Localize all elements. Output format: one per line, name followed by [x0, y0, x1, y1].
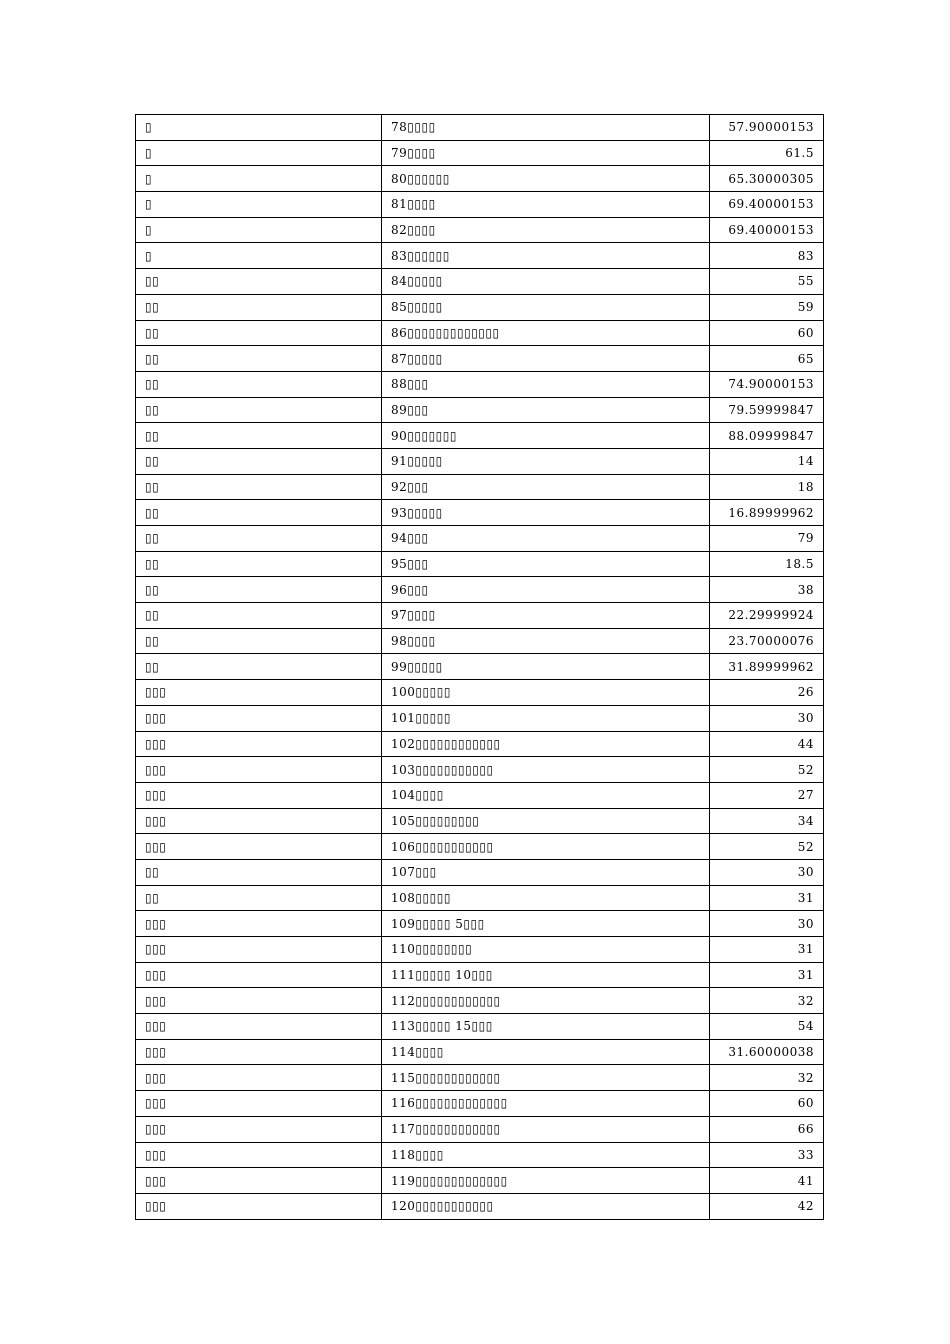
table-row [136, 371, 824, 397]
category-cell: ▯▯ [136, 859, 382, 885]
value-cell: 18.5 [710, 551, 824, 577]
table-row [136, 217, 824, 243]
value-cell: 33 [710, 1142, 824, 1168]
table-row [136, 500, 824, 526]
table-row [136, 1014, 824, 1040]
table-row [136, 1142, 824, 1168]
value-cell: 32 [710, 1065, 824, 1091]
item-cell: 81▯▯▯▯ [382, 192, 710, 218]
value-cell: 52 [710, 757, 824, 783]
value-cell: 14 [710, 448, 824, 474]
table-row [136, 1039, 824, 1065]
value-cell: 32 [710, 988, 824, 1014]
table-row [136, 320, 824, 346]
category-cell: ▯▯▯ [136, 782, 382, 808]
category-cell: ▯▯ [136, 371, 382, 397]
category-cell: ▯ [136, 217, 382, 243]
value-cell: 16.89999962 [710, 500, 824, 526]
category-cell: ▯▯ [136, 603, 382, 629]
category-cell: ▯▯▯ [136, 731, 382, 757]
category-cell: ▯▯▯ [136, 988, 382, 1014]
item-cell: 110▯▯▯▯▯▯▯▯ [382, 937, 710, 963]
item-cell: 115▯▯▯▯▯▯▯▯▯▯▯▯ [382, 1065, 710, 1091]
category-cell: ▯▯▯ [136, 1116, 382, 1142]
category-cell: ▯ [136, 166, 382, 192]
item-cell: 97▯▯▯▯ [382, 603, 710, 629]
table-row [136, 474, 824, 500]
table-row [136, 269, 824, 295]
table-row [136, 526, 824, 552]
category-cell: ▯▯▯ [136, 705, 382, 731]
category-cell: ▯▯▯ [136, 1142, 382, 1168]
item-cell: 92▯▯▯ [382, 474, 710, 500]
item-cell: 87▯▯▯▯▯ [382, 346, 710, 372]
table-row [136, 654, 824, 680]
category-cell: ▯▯▯ [136, 1193, 382, 1219]
value-cell: 31 [710, 937, 824, 963]
value-cell: 42 [710, 1193, 824, 1219]
table-row [136, 962, 824, 988]
item-cell: 93▯▯▯▯▯ [382, 500, 710, 526]
item-cell: 120▯▯▯▯▯▯▯▯▯▯▯ [382, 1193, 710, 1219]
item-cell: 116▯▯▯▯▯▯▯▯▯▯▯▯▯ [382, 1091, 710, 1117]
item-cell: 99▯▯▯▯▯ [382, 654, 710, 680]
value-cell: 30 [710, 859, 824, 885]
category-cell: ▯▯▯ [136, 757, 382, 783]
category-cell: ▯▯▯ [136, 962, 382, 988]
table-row [136, 551, 824, 577]
value-cell: 41 [710, 1168, 824, 1194]
item-cell: 112▯▯▯▯▯▯▯▯▯▯▯▯ [382, 988, 710, 1014]
item-cell: 96▯▯▯ [382, 577, 710, 603]
table-row [136, 834, 824, 860]
category-cell: ▯▯▯ [136, 1091, 382, 1117]
item-cell: 85▯▯▯▯▯ [382, 294, 710, 320]
table-row [136, 859, 824, 885]
value-cell: 59 [710, 294, 824, 320]
item-cell: 119▯▯▯▯▯▯▯▯▯▯▯▯▯ [382, 1168, 710, 1194]
value-cell: 27 [710, 782, 824, 808]
value-cell: 18 [710, 474, 824, 500]
value-cell: 31 [710, 885, 824, 911]
category-cell: ▯▯▯ [136, 937, 382, 963]
table-row [136, 166, 824, 192]
table-row [136, 988, 824, 1014]
item-cell: 80▯▯▯▯▯▯ [382, 166, 710, 192]
table-row [136, 243, 824, 269]
table-row [136, 885, 824, 911]
item-cell: 113▯▯▯▯▯ 15▯▯▯ [382, 1014, 710, 1040]
item-cell: 105▯▯▯▯▯▯▯▯▯ [382, 808, 710, 834]
value-cell: 31.60000038 [710, 1039, 824, 1065]
item-cell: 90▯▯▯▯▯▯▯ [382, 423, 710, 449]
category-cell: ▯▯ [136, 448, 382, 474]
category-cell: ▯▯▯ [136, 834, 382, 860]
category-cell: ▯▯ [136, 294, 382, 320]
item-cell: 118▯▯▯▯ [382, 1142, 710, 1168]
category-cell: ▯▯▯ [136, 1065, 382, 1091]
data-table [135, 114, 824, 1220]
value-cell: 60 [710, 1091, 824, 1117]
category-cell: ▯ [136, 115, 382, 141]
table-row [136, 140, 824, 166]
item-cell: 88▯▯▯ [382, 371, 710, 397]
table-body [136, 115, 824, 1220]
table-row [136, 757, 824, 783]
value-cell: 31 [710, 962, 824, 988]
category-cell: ▯▯▯ [136, 808, 382, 834]
item-cell: 84▯▯▯▯▯ [382, 269, 710, 295]
category-cell: ▯▯ [136, 269, 382, 295]
item-cell: 89▯▯▯ [382, 397, 710, 423]
category-cell: ▯▯ [136, 628, 382, 654]
item-cell: 114▯▯▯▯ [382, 1039, 710, 1065]
item-cell: 86▯▯▯▯▯▯▯▯▯▯▯▯▯ [382, 320, 710, 346]
item-cell: 83▯▯▯▯▯▯ [382, 243, 710, 269]
table-row [136, 1116, 824, 1142]
item-cell: 94▯▯▯ [382, 526, 710, 552]
table-row [136, 397, 824, 423]
category-cell: ▯▯ [136, 654, 382, 680]
table-row [136, 782, 824, 808]
item-cell: 79▯▯▯▯ [382, 140, 710, 166]
value-cell: 69.40000153 [710, 192, 824, 218]
table-row [136, 705, 824, 731]
value-cell: 88.09999847 [710, 423, 824, 449]
item-cell: 101▯▯▯▯▯ [382, 705, 710, 731]
item-cell: 103▯▯▯▯▯▯▯▯▯▯▯ [382, 757, 710, 783]
item-cell: 102▯▯▯▯▯▯▯▯▯▯▯▯ [382, 731, 710, 757]
table-row [136, 346, 824, 372]
value-cell: 22.29999924 [710, 603, 824, 629]
table-row [136, 808, 824, 834]
category-cell: ▯▯▯ [136, 1014, 382, 1040]
category-cell: ▯▯▯ [136, 680, 382, 706]
value-cell: 30 [710, 705, 824, 731]
value-cell: 52 [710, 834, 824, 860]
category-cell: ▯▯ [136, 500, 382, 526]
table-row [136, 911, 824, 937]
category-cell: ▯▯ [136, 346, 382, 372]
item-cell: 117▯▯▯▯▯▯▯▯▯▯▯▯ [382, 1116, 710, 1142]
table-row [136, 294, 824, 320]
table-row [136, 423, 824, 449]
item-cell: 78▯▯▯▯ [382, 115, 710, 141]
category-cell: ▯▯▯ [136, 911, 382, 937]
category-cell: ▯▯ [136, 474, 382, 500]
value-cell: 79.59999847 [710, 397, 824, 423]
category-cell: ▯▯ [136, 397, 382, 423]
value-cell: 65.30000305 [710, 166, 824, 192]
value-cell: 44 [710, 731, 824, 757]
table-row [136, 448, 824, 474]
table-row [136, 1168, 824, 1194]
category-cell: ▯▯ [136, 885, 382, 911]
value-cell: 57.90000153 [710, 115, 824, 141]
value-cell: 69.40000153 [710, 217, 824, 243]
category-cell: ▯ [136, 140, 382, 166]
item-cell: 100▯▯▯▯▯ [382, 680, 710, 706]
item-cell: 111▯▯▯▯▯ 10▯▯▯ [382, 962, 710, 988]
value-cell: 30 [710, 911, 824, 937]
value-cell: 65 [710, 346, 824, 372]
category-cell: ▯ [136, 243, 382, 269]
item-cell: 109▯▯▯▯▯ 5▯▯▯ [382, 911, 710, 937]
value-cell: 34 [710, 808, 824, 834]
value-cell: 23.70000076 [710, 628, 824, 654]
table-row [136, 603, 824, 629]
value-cell: 31.89999962 [710, 654, 824, 680]
category-cell: ▯▯▯ [136, 1039, 382, 1065]
table-row [136, 1193, 824, 1219]
category-cell: ▯▯▯ [136, 1168, 382, 1194]
item-cell: 104▯▯▯▯ [382, 782, 710, 808]
table-row [136, 731, 824, 757]
table-row [136, 1091, 824, 1117]
value-cell: 38 [710, 577, 824, 603]
value-cell: 66 [710, 1116, 824, 1142]
item-cell: 98▯▯▯▯ [382, 628, 710, 654]
item-cell: 95▯▯▯ [382, 551, 710, 577]
value-cell: 55 [710, 269, 824, 295]
table-row [136, 680, 824, 706]
item-cell: 108▯▯▯▯▯ [382, 885, 710, 911]
value-cell: 74.90000153 [710, 371, 824, 397]
value-cell: 83 [710, 243, 824, 269]
value-cell: 54 [710, 1014, 824, 1040]
item-cell: 106▯▯▯▯▯▯▯▯▯▯▯ [382, 834, 710, 860]
table-row [136, 937, 824, 963]
category-cell: ▯▯ [136, 423, 382, 449]
item-cell: 107▯▯▯ [382, 859, 710, 885]
value-cell: 79 [710, 526, 824, 552]
category-cell: ▯▯ [136, 551, 382, 577]
item-cell: 91▯▯▯▯▯ [382, 448, 710, 474]
value-cell: 61.5 [710, 140, 824, 166]
table-row [136, 192, 824, 218]
item-cell: 82▯▯▯▯ [382, 217, 710, 243]
category-cell: ▯▯ [136, 320, 382, 346]
category-cell: ▯▯ [136, 526, 382, 552]
table-row [136, 1065, 824, 1091]
category-cell: ▯▯ [136, 577, 382, 603]
value-cell: 26 [710, 680, 824, 706]
table-row [136, 577, 824, 603]
category-cell: ▯ [136, 192, 382, 218]
table-row [136, 628, 824, 654]
table-row [136, 115, 824, 141]
value-cell: 60 [710, 320, 824, 346]
